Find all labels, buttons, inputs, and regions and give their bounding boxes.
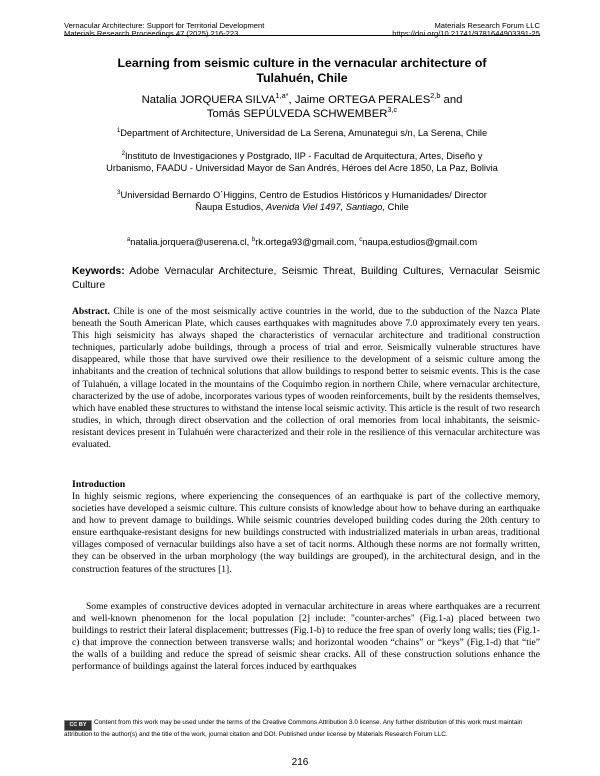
header-rule — [64, 35, 540, 36]
license-footer: CC BY Content from this work may be used under the terms of the Creative Commons Attribution 3.0 license. Any further distribution of this work must maintain attribution to the author(s) and the title of the work, journal citation and DOI. Published under license by Materials Research Forum LLC. — [64, 719, 523, 738]
email-b[interactable]: rk.ortega93@gmail.com, — [255, 237, 360, 247]
affiliation-1: $^1$Department of Architecture, Universidad de La Serena, Amunategui s/n, La Serena, Chile — [116, 127, 488, 138]
paper-title: Learning from seismic culture in the vernacular architecture of Tulahuén, Chile — [117, 56, 487, 85]
cc-license-icon[interactable]: CC BY — [64, 720, 92, 731]
affiliation-2: $^2$Instituto de Investigaciones y Postgrado, IIP - Facultad de Arquitectura, Artes, Diseño y Urbanismo, FAADU - Universidad Mayor de San Andrés, Héroes del Acre 1850, La Paz, Bolivia — [106, 150, 498, 174]
abstract: Abstract. Chile is one of the most seismically active countries in the world, due to the subduction of the Nazca Plate beneath the South American Plate, which causes earthquakes with magnitudes above 7.0 approximately every ten years. This high seismicity has always shaped the characteristics of vernacular architecture and traditional construction techniques, particularly adobe buildings, through a process of trial and error. Seismically vulnerable structures have disappeared, while those that have survived owe their resilience to the development of a seismic culture among the inhabitants and the creation of technical solutions that allow buildings to respond better to seismic events. This is the case of Tulahuén, a village located in the mountains of the Coquimbo region in northern Chile, where vernacular architecture, characterized by the use of adobe, incorporates various types of wooden reinforcements, built by the residents themselves, which have enabled these structures to withstand the intense local seismic activity. This article is the result of two research studies, in which, through direct observation and the collection of oral memories from local inhabitants, the seismic-resistant devices present in Tulahuén were characterized and their role in the resilience of this vernacular architecture was evaluated. — [72, 306, 540, 451]
introduction-heading: Introduction — [72, 479, 126, 490]
affiliation-3: $^3$Universidad Bernardo O´Higgins, Centro de Estudios Históricos y Humanidades/ Director Ñaupa Estudios, Avenida Viel 1497, Santiago, Chile — [117, 189, 487, 213]
intro-paragraph-2: Some examples of constructive devices adopted in vernacular architecture in areas where earthquakes are a recurrent and well-known phenomenon for the local population [2] include: "counter-arches" (Fig.1-a) placed between two buildings to restrict their lateral displacement; buttresses (Fig.1-b) to reduce the free span of overly long walls; ties (Fig.1-c) that improve the connection between transverse walls; and horizontal wooden “chains” or “keys” (Fig.1-d) that “tie” the walls of a building and reduce the spread of seismic shear cracks. All of these construction solutions enhance the performance of buildings against the lateral forces induced by earthquakes — [72, 601, 540, 673]
keywords: Keywords: Adobe Vernacular Architecture, Seismic Threat, Building Cultures, Vernacular Seismic Culture — [72, 266, 540, 291]
intro-paragraph-1: In highly seismic regions, where experiencing the consequences of an earthquake is part of the collective memory, societies have developed a seismic culture. This culture consists of knowledge about how to behave during an earthquake and how to prevent damage to buildings. While seismic countries developed building codes during the 20th century to ensure earthquake-resistant designs for new buildings constructed with industrialized materials in urban areas, traditional villages composed of vernacular buildings also have a set of tacit norms. Although these norms are not formally written, they can be observed in the urban morphology (the way buildings are grouped), in the architectural design, and in the construction features of the structures [1]. — [72, 491, 540, 575]
email-c[interactable]: naupa.estudios@gmail.com — [362, 237, 478, 247]
journal-name: Vernacular Architecture: Support for Territorial Development — [64, 21, 265, 30]
page-number: 216 — [291, 757, 309, 768]
email-a[interactable]: natalia.jorquera@userena.cl, — [130, 237, 252, 247]
author-emails: $^a$natalia.jorquera@userena.cl, $^b$rk.ortega93@gmail.com, $^c$naupa.estudios@gmail.com — [126, 236, 478, 247]
author-list: Natalia JORQUERA $SILVA^{1,a*}$, Jaime ORTEGA PERALES$^{2,b}$ and Tomás SEPÚLVEDA SCHWEMBER$^{3,c}$ — [141, 91, 463, 120]
publisher-name: Materials Research Forum LLC — [434, 21, 540, 30]
doi-link[interactable]: https://doi.org/10.21741/9781644903391-25 — [392, 29, 540, 38]
series-info: Materials Research Proceedings 47 (2025) 216-223 — [64, 29, 239, 38]
